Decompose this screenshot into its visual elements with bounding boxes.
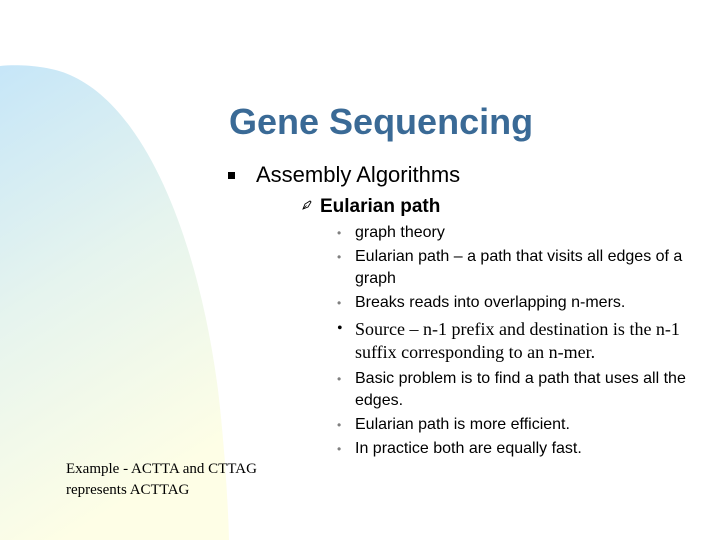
bullet-dot-icon: • bbox=[337, 418, 342, 432]
list-item: • Eularian path is more efficient. bbox=[337, 414, 707, 436]
pen-nib-bullet-icon bbox=[302, 200, 312, 210]
list-item: • graph theory bbox=[337, 222, 707, 244]
list-item: • Breaks reads into overlapping n-mers. bbox=[337, 292, 707, 314]
bullet-dot-icon: • bbox=[337, 372, 342, 386]
list-item: • Basic problem is to find a path that uses all the edges. bbox=[337, 370, 686, 409]
list-item: • In practice both are equally fast. bbox=[337, 438, 707, 460]
square-bullet-icon bbox=[228, 172, 235, 179]
example-line-1: Example - ACTTA and CTTAG bbox=[66, 461, 257, 477]
list-item: • Eularian path – a path that visits all edges of a graph bbox=[337, 248, 683, 287]
sub-bullet-list bbox=[337, 222, 707, 462]
example-line-2: represents ACTTAG bbox=[66, 482, 190, 498]
list-item: • Source – n-1 prefix and destination is the n-1 suffix corresponding to an n-mer. bbox=[337, 319, 680, 362]
bullet-dot-icon: • bbox=[337, 296, 342, 310]
bullet-dot-icon: • bbox=[337, 226, 342, 240]
bullet-dot-icon: • bbox=[337, 250, 342, 264]
bullet-level1-text: Assembly Algorithms bbox=[256, 162, 461, 187]
bullet-dot-icon: • bbox=[337, 442, 342, 456]
bullet-dot-icon: • bbox=[337, 320, 343, 337]
bullet-level2-text: Eularian path bbox=[320, 196, 441, 217]
example-note bbox=[66, 459, 306, 501]
slide-title: Gene Sequencing bbox=[229, 101, 534, 142]
